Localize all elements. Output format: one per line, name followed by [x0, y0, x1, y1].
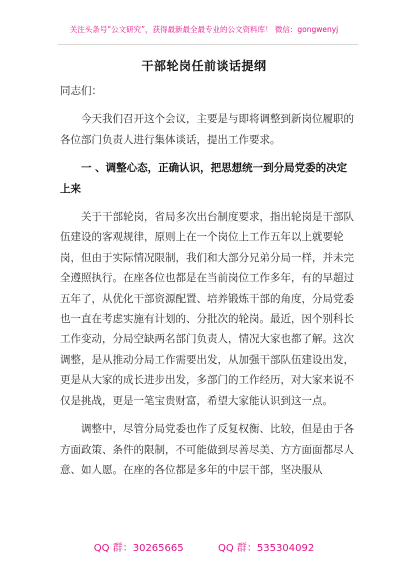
intro-paragraph: 今天我们召开这个会议，主要是与即将调整到新岗位履职的各位部门负责人进行集体谈话，提出工作要求。	[60, 113, 354, 146]
footer-contact	[0, 539, 408, 554]
section-heading: 一 、调整心态，正确认识，把思想统一到分局党委的决定上来	[60, 162, 348, 195]
promo-banner: 关注头条号“公文研究”，获得最新最全最专业的公文资料库！ 微信：gongwenyj	[69, 25, 339, 34]
document-title: 干部轮岗任前谈话提纲	[141, 59, 267, 73]
qq-group-2: QQ 群：535304092	[218, 543, 315, 554]
document-body	[60, 81, 356, 480]
body-paragraph: 关于干部轮岗，省局多次出台制度要求，指出轮岗是干部队伍建设的客观规律，原则上在一个岗位上工作五年以上就要轮岗，但由于实际情况限制，我们和大部分兄弟分局一样，并未完全遵照执行。在座各位也都是在当前岗位工作多年，有的早超过五年了，从优化干部资源配置、培养锻炼干部的角度，分局党委也一直在考虑实施有计划的、分批次的轮岗。最近，因个别科长工作变动，分局空缺两名部门负责人，情况大家也都了解。这次调整，是从推动分局工作需要出发，从加强干部队伍建设出发，更是从大家的成长进步出发，多部门的工作经历，对大家来说不仅是挑战，更是一笔宝贵财富，希望大家能认识到这一点。	[60, 211, 354, 407]
body-paragraph: 调整中，尽管分局党委也作了反复权衡、比较，但是由于各方面政策、条件的限制，不可能做到尽善尽美、方方面面都尽人意、如人愿。在座的各位都是多年的中层干部，坚决服从	[60, 423, 354, 476]
greeting: 同志们：	[60, 85, 102, 97]
qq-group-1: QQ 群：30265665	[93, 543, 184, 554]
header-divider	[58, 44, 358, 45]
